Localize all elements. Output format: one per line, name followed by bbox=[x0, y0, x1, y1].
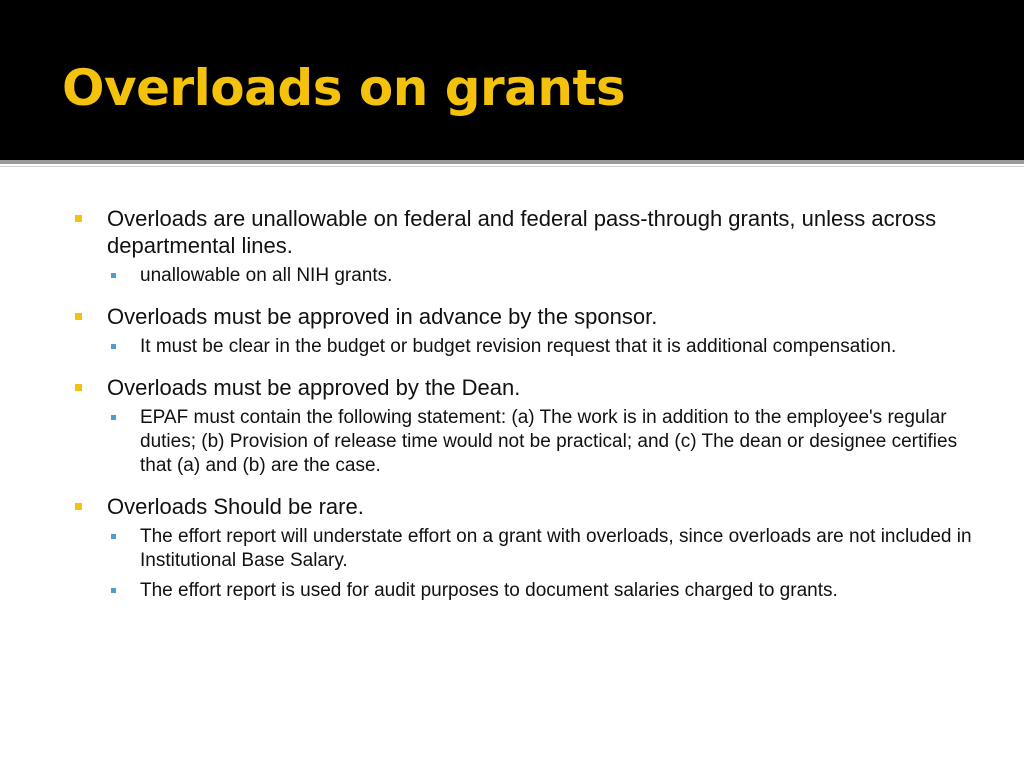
sub-bullet-list bbox=[107, 525, 975, 603]
bullet-text: Overloads are unallowable on federal and federal pass-through grants, unless across departmental lines. bbox=[107, 206, 937, 258]
square-sub-bullet-icon bbox=[111, 273, 116, 278]
sub-bullet-item bbox=[107, 264, 975, 288]
sub-bullet-item bbox=[107, 406, 975, 478]
bullet-text: Overloads must be approved by the Dean. bbox=[107, 375, 521, 400]
sub-bullet-item bbox=[107, 335, 975, 359]
square-bullet-icon bbox=[75, 215, 82, 222]
bullet-text: Overloads Should be rare. bbox=[107, 494, 364, 519]
sub-bullet-item bbox=[107, 579, 975, 603]
sub-bullet-text: The effort report is used for audit purposes to document salaries charged to grants. bbox=[140, 580, 838, 601]
sub-bullet-text: unallowable on all NIH grants. bbox=[140, 265, 393, 286]
sub-bullet-list bbox=[107, 335, 975, 359]
bullet-text: Overloads must be approved in advance by the sponsor. bbox=[107, 304, 658, 329]
sub-bullet-text: The effort report will understate effort on a grant with overloads, since overloads are not included in Institutional Base Salary. bbox=[140, 526, 972, 571]
square-bullet-icon bbox=[75, 503, 82, 510]
bullet-list bbox=[75, 205, 975, 603]
square-sub-bullet-icon bbox=[111, 534, 116, 539]
square-sub-bullet-icon bbox=[111, 344, 116, 349]
sub-bullet-text: EPAF must contain the following statement: (a) The work is in addition to the employee's regular duties; (b) Provision of release time would not be practical; and (c) The dean or designee certifies that (a) and (b) are the case. bbox=[140, 407, 958, 476]
square-sub-bullet-icon bbox=[111, 415, 116, 420]
bullet-item bbox=[75, 493, 975, 603]
title-divider-thin bbox=[0, 166, 1024, 167]
square-sub-bullet-icon bbox=[111, 588, 116, 593]
slide-title: Overloads on grants bbox=[62, 59, 626, 117]
title-bar bbox=[0, 0, 1024, 160]
bullet-item bbox=[75, 303, 975, 359]
sub-bullet-text: It must be clear in the budget or budget revision request that it is additional compensation. bbox=[140, 336, 897, 357]
sub-bullet-list bbox=[107, 264, 975, 288]
title-divider bbox=[0, 160, 1024, 164]
sub-bullet-list bbox=[107, 406, 975, 478]
square-bullet-icon bbox=[75, 313, 82, 320]
bullet-item bbox=[75, 374, 975, 478]
sub-bullet-item bbox=[107, 525, 975, 573]
square-bullet-icon bbox=[75, 384, 82, 391]
bullet-item bbox=[75, 205, 975, 288]
